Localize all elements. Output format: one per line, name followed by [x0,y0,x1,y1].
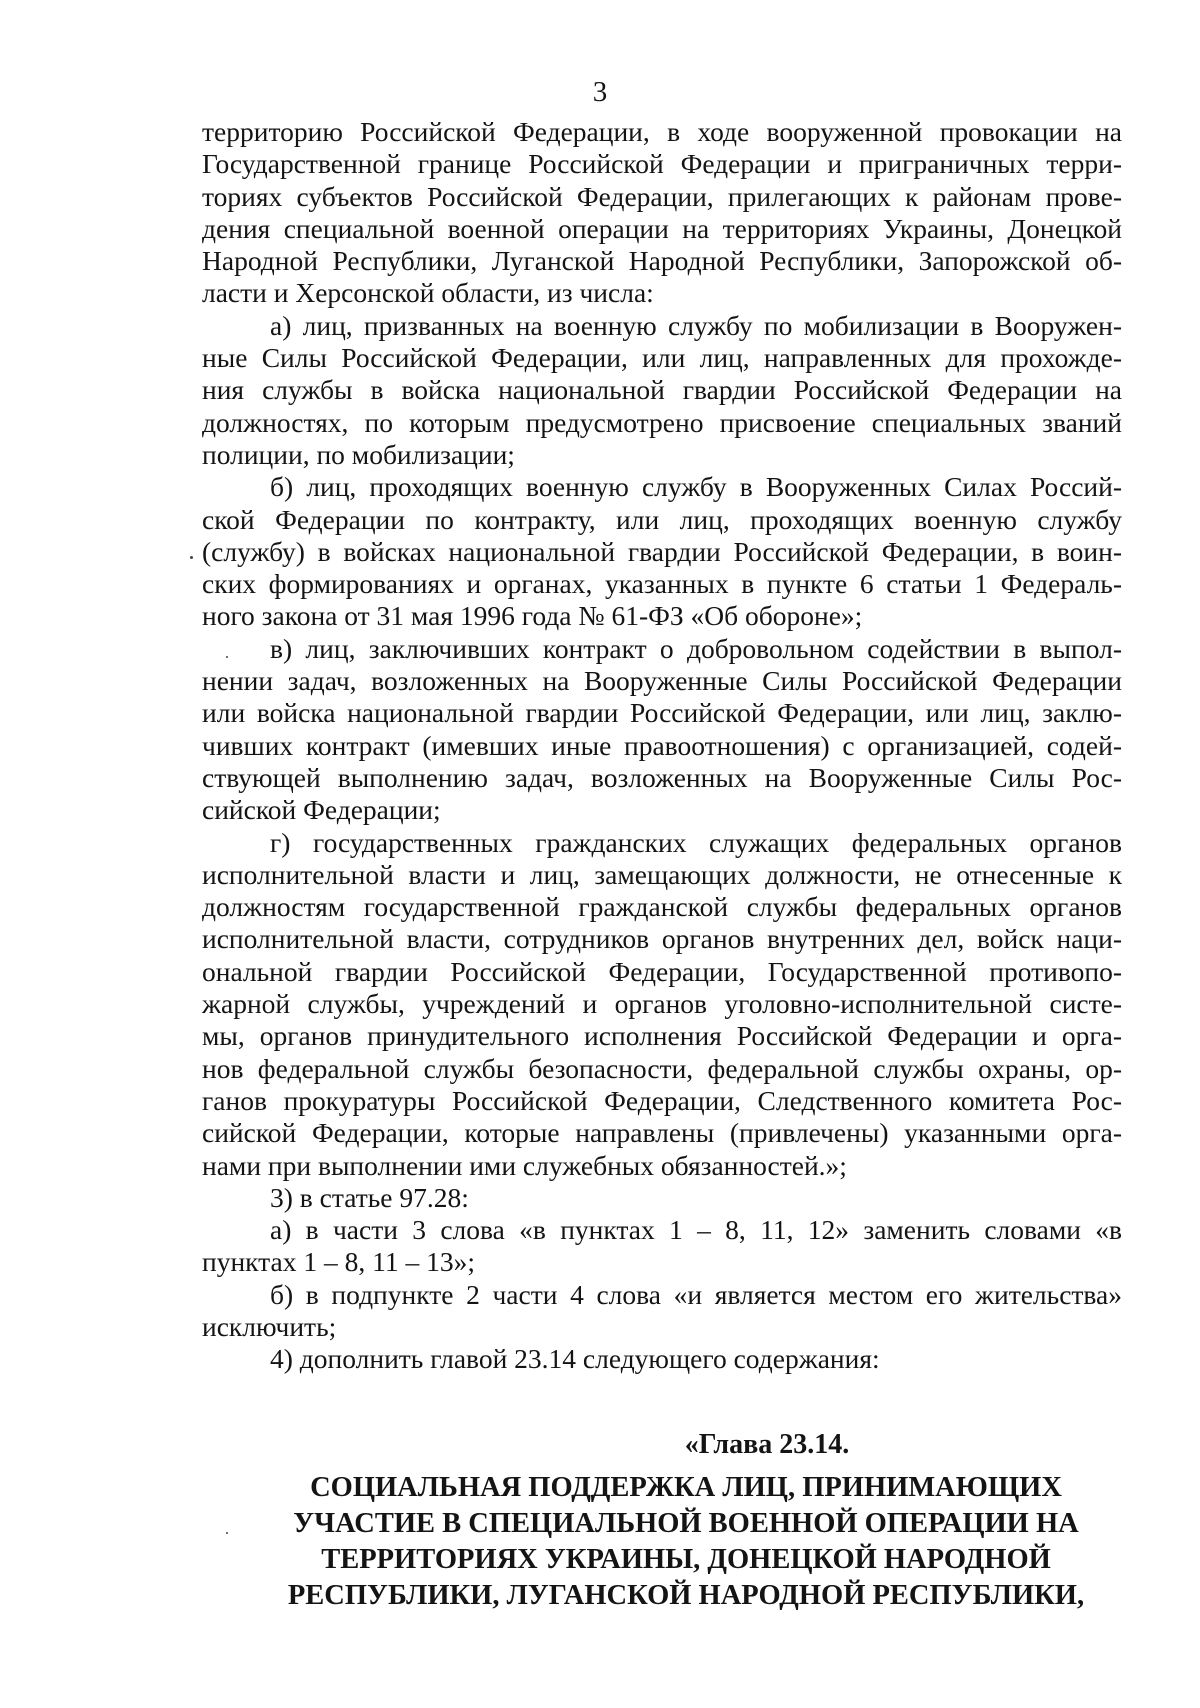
text-line: чивших контракт (имевших иные правоотношения) с организацией, содей- [202,729,1122,761]
text-line: ные Силы Российской Федерации, или лиц, направленных для прохожде- [202,342,1122,374]
text-line: нов федеральной службы безопасности, федеральной службы охраны, ор- [202,1052,1122,1084]
text-line: нении задач, возложенных на Вооруженные Силы Российской Федерации [202,665,1122,697]
chapter-title: «Глава 23.14. [684,1429,850,1460]
text-line: сийской Федерации, которые направлены (привлечены) указанными орга- [202,1117,1122,1149]
text-line: 3) в статье 97.28: [270,1181,469,1213]
text-line: исполнительной власти и лиц, замещающих должности, не отнесенные к [202,858,1122,890]
text-line: должностям государственной гражданской службы федеральных органов [202,891,1122,923]
text-line: дения специальной военной операции на территориях Украины, Донецкой [202,212,1122,244]
scan-speck [226,656,228,658]
text-line: а) лиц, призванных на военную службу по мобилизации в Вооружен- [270,309,1122,341]
section-title [226,1470,1146,1614]
section-title-line: СОЦИАЛЬНАЯ ПОДДЕРЖКА ЛИЦ, ПРИНИМАЮЩИХ [310,1472,1062,1503]
text-line: ториях субъектов Российской Федерации, прилегающих к районам прове- [202,180,1122,212]
text-line: ских формированиях и органах, указанных в пункте 6 статьи 1 Федераль- [202,568,1122,600]
text-line: или войска национальной гвардии Российской Федерации, или лиц, заклю- [202,697,1122,729]
text-line: ской Федерации по контракту, или лиц, проходящих военную службу [202,503,1122,535]
text-line: ствующей выполнению задач, возложенных на Вооруженные Силы Рос- [202,761,1122,793]
text-line: (службу) в войсках национальной гвардии Российской Федерации, в воин- [202,535,1122,567]
text-line: ласти и Херсонской области, из числа: [202,277,654,309]
text-line: исключить; [202,1310,337,1342]
text-line: должностях, по которым предусмотрено присвоение специальных званий [202,406,1122,438]
text-line: ганов прокуратуры Российской Федерации, Следственного комитета Рос- [202,1084,1122,1116]
section-title-line: РЕСПУБЛИКИ, ЛУГАНСКОЙ НАРОДНОЙ РЕСПУБЛИКИ, [287,1580,1085,1611]
scan-speck [190,556,193,559]
section-title-line: ТЕРРИТОРИЯХ УКРАИНЫ, ДОНЕЦКОЙ НАРОДНОЙ [321,1544,1051,1575]
text-line: а) в части 3 слова «в пунктах 1 – 8, 11, 12» заменить словами «в [270,1214,1122,1246]
section-title-line: УЧАСТИЕ В СПЕЦИАЛЬНОЙ ВОЕННОЙ ОПЕРАЦИИ НА [293,1508,1079,1539]
text-line: Народной Республики, Луганской Народной Республики, Запорожской об- [202,245,1122,277]
text-line: Государственной границе Российской Федерации и приграничных терри- [202,148,1122,180]
text-line: нами при выполнении ими служебных обязанностей.»; [202,1149,847,1181]
text-line: 4) дополнить главой 23.14 следующего содержания: [270,1343,880,1375]
text-line: ния службы в войска национальной гвардии Российской Федерации на [202,374,1122,406]
body-text [202,116,1122,1376]
text-line: территорию Российской Федерации, в ходе вооруженной провокации на [202,116,1122,147]
text-line: мы, органов принудительного исполнения Российской Федерации и орга- [202,1020,1122,1052]
text-line: сийской Федерации; [202,794,441,826]
scan-speck [226,1532,228,1534]
text-line: полиции, по мобилизации; [202,438,515,470]
text-line: ного закона от 31 мая 1996 года № 61-ФЗ «Об обороне»; [202,600,863,632]
text-line: б) в подпункте 2 части 4 слова «и является местом его жительства» [270,1278,1122,1310]
text-line: жарной службы, учреждений и органов уголовно-исполнительной систе- [202,988,1122,1020]
text-line: ональной гвардии Российской Федерации, Государственной противопо- [202,955,1122,987]
text-line: в) лиц, заключивших контракт о добровольном содействии в выпол- [270,632,1122,664]
text-line: пунктах 1 – 8, 11 – 13»; [202,1246,475,1278]
text-line: б) лиц, проходящих военную службу в Вооруженных Силах Россий- [270,471,1122,503]
text-line: г) государственных гражданских служащих федеральных органов [270,826,1122,858]
text-line: исполнительной власти, сотрудников органов внутренних дел, войск наци- [202,923,1122,955]
page-number: 3 [592,76,608,108]
